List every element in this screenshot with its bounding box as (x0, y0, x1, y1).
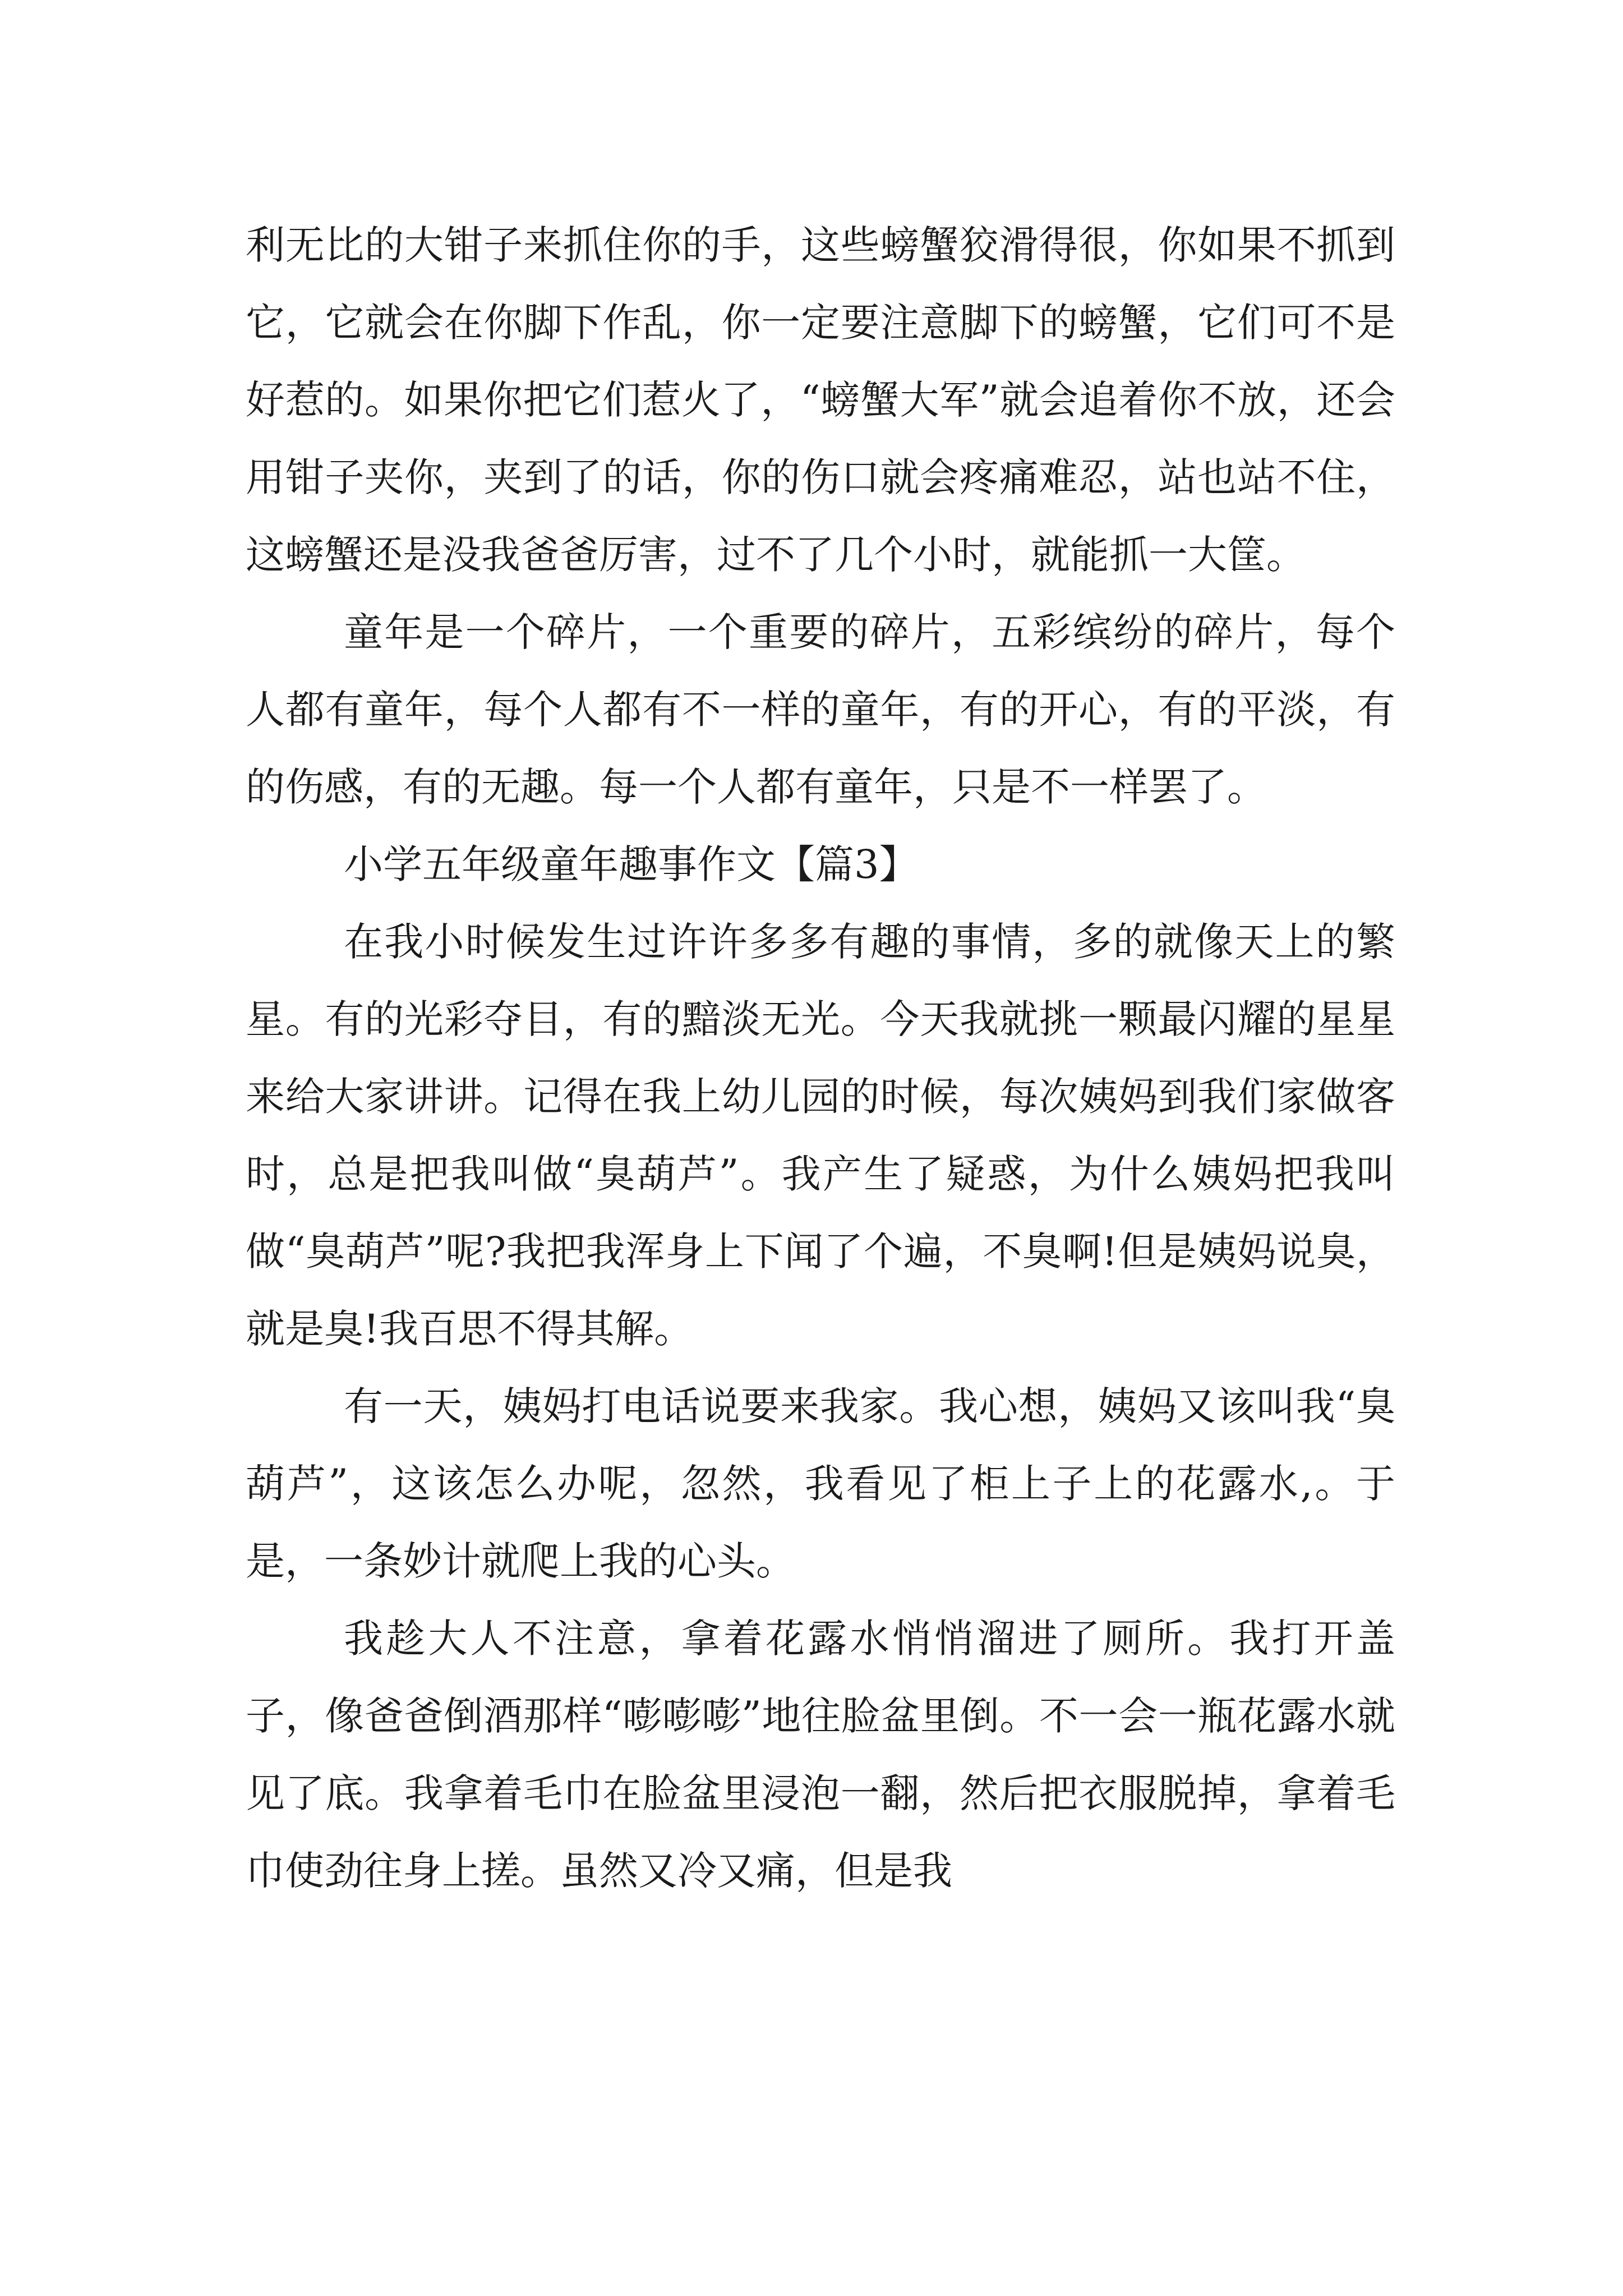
paragraph-continued: 利无比的大钳子来抓住你的手，这些螃蟹狡滑得很，你如果不抓到它，它就会在你脚下作乱，你一定要注意脚下的螃蟹，它们可不是好惹的。如果你把它们惹火了，“螃蟹大军”就会追着你不放，还会用钳子夹你，夹到了的话，你的伤口就会疼痛难忍，站也站不住，这螃蟹还是没我爸爸厉害，过不了几个小时，就能抓一大筐。 (246, 222, 1395, 578)
paragraph-childhood-fragments: 童年是一个碎片，一个重要的碎片，五彩缤纷的碎片，每个人都有童年，每个人都有不一样的童年，有的开心，有的平淡，有的伤感，有的无趣。每一个人都有童年，只是不一样罢了。 (246, 609, 1395, 810)
paragraph-stinky-gourd: 在我小时候发生过许许多多有趣的事情，多的就像天上的繁星。有的光彩夺目，有的黯淡无光。今天我就挑一颗最闪耀的星星来给大家讲讲。记得在我上幼儿园的时候，每次姨妈到我们家做客时，总是把我叫做“臭葫芦”。我产生了疑惑，为什么姨妈把我叫做“臭葫芦”呢?我把我浑身上下闻了个遍，不臭啊!但是姨妈说臭，就是臭!我百思不得其解。 (246, 919, 1395, 1352)
paragraph-toilet-water: 我趁大人不注意，拿着花露水悄悄溜进了厕所。我打开盖子，像爸爸倒酒那样“嘭嘭嘭”地往脸盆里倒。不一会一瓶花露水就见了底。我拿着毛巾在脸盆里浸泡一翻，然后把衣服脱掉，拿着毛巾使劲往身上搓。虽然又冷又痛，但是我 (246, 1616, 1395, 1894)
document-body (246, 206, 1395, 1910)
paragraph-aunt-call: 有一天，姨妈打电话说要来我家。我心想，姨妈又该叫我“臭葫芦”，这该怎么办呢，忽然，我看见了柜上子上的花露水,。于是，一条妙计就爬上我的心头。 (246, 1383, 1395, 1584)
section-heading: 小学五年级童年趣事作文【篇3】 (344, 841, 919, 887)
